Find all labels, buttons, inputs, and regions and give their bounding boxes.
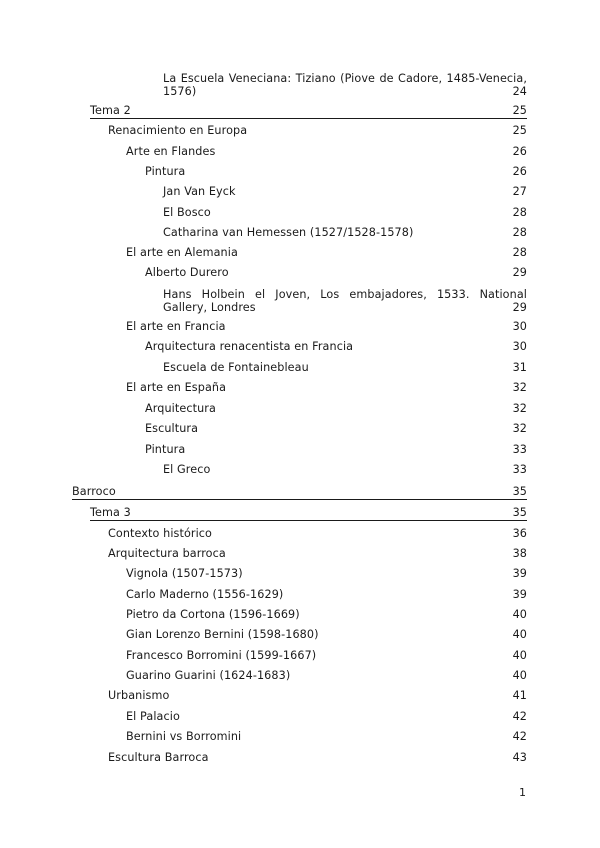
toc-entry-page: 35 <box>512 485 527 498</box>
toc-entry-page: 36 <box>512 527 527 540</box>
toc-entry[interactable] <box>163 226 527 239</box>
toc-entry[interactable] <box>126 145 527 158</box>
toc-entry[interactable] <box>126 649 527 662</box>
toc-entry[interactable] <box>90 506 527 521</box>
toc-entry-label: Arte en Flandes <box>126 145 216 158</box>
toc-entry-label: El Bosco <box>163 206 211 219</box>
toc-entry-page: 33 <box>512 463 527 476</box>
toc-entry-page: 32 <box>512 381 527 394</box>
toc-entry-label: Arquitectura <box>145 402 216 415</box>
toc-entry[interactable] <box>126 608 527 621</box>
toc-entry-label: Arquitectura renacentista en Francia <box>145 340 354 353</box>
toc-entry-label: Barroco <box>72 485 116 498</box>
toc-entry[interactable] <box>108 527 527 540</box>
toc-entry-page: 39 <box>512 588 527 601</box>
toc-entry[interactable] <box>126 320 527 333</box>
toc-entry-label: Catharina van Hemessen (1527/1528-1578) <box>163 226 414 239</box>
toc-entry-page: 28 <box>512 226 527 239</box>
toc-entry-page: 40 <box>512 669 527 682</box>
toc-entry-label: Renacimiento en Europa <box>108 124 248 137</box>
toc-entry-page: 25 <box>512 124 527 137</box>
toc-entry-label: El arte en Francia <box>126 320 226 333</box>
toc-entry-page: 42 <box>512 730 527 743</box>
toc-entry-label: Alberto Durero <box>145 266 229 279</box>
toc-entry[interactable] <box>126 710 527 723</box>
toc-entry-label: Guarino Guarini (1624-1683) <box>126 669 291 682</box>
toc-entry-page: 35 <box>512 506 527 519</box>
toc-entry-label: El arte en Alemania <box>126 246 238 259</box>
toc-entry[interactable] <box>90 104 527 119</box>
toc-entry-page: 28 <box>512 246 527 259</box>
toc-entry-label: Escultura <box>145 422 199 435</box>
toc-entry-page: 42 <box>512 710 527 723</box>
toc-entry-page: 40 <box>512 608 527 621</box>
toc-entry[interactable] <box>126 730 527 743</box>
toc-entry-page: 39 <box>512 567 527 580</box>
toc-entry[interactable] <box>145 402 527 415</box>
toc-entry-page: 26 <box>512 165 527 178</box>
toc-entry[interactable] <box>145 165 527 178</box>
toc-entry-label: El Palacio <box>126 710 180 723</box>
toc-entry-label: Bernini vs Borromini <box>126 730 242 743</box>
toc-entry-page: 25 <box>512 104 527 117</box>
toc-entry-label: Tema 3 <box>90 506 131 519</box>
toc-entry-page: 29 <box>512 266 527 279</box>
toc-entry[interactable] <box>163 361 527 374</box>
toc-entry-label: Tema 2 <box>90 104 131 117</box>
toc-entry-label: Gian Lorenzo Bernini (1598-1680) <box>126 628 319 641</box>
toc-entry-page: 40 <box>512 628 527 641</box>
toc-entry-page: 28 <box>512 206 527 219</box>
toc-entry-label: Urbanismo <box>108 689 170 702</box>
toc-entry-page: 32 <box>512 402 527 415</box>
toc-entry[interactable] <box>163 72 527 98</box>
toc-entry-page: 43 <box>512 751 527 764</box>
toc-entry-page: 27 <box>512 185 527 198</box>
toc-entry-page: 41 <box>512 689 527 702</box>
toc-entry-page: 32 <box>512 422 527 435</box>
toc-entry[interactable] <box>108 689 527 702</box>
toc-entry[interactable] <box>126 567 527 580</box>
toc-entry[interactable] <box>72 485 527 500</box>
toc-entry[interactable] <box>145 422 527 435</box>
toc-entry-label: Contexto histórico <box>108 527 212 540</box>
toc-entry[interactable] <box>108 124 527 137</box>
toc-entry-label: El arte en España <box>126 381 227 394</box>
toc-entry-label: Escultura Barroca <box>108 751 209 764</box>
toc-entry-page: 30 <box>512 340 527 353</box>
toc-entry[interactable] <box>145 340 527 353</box>
toc-entry-label: Hans Holbein el Joven, Los embajadores, 1533. National Gallery, Londres <box>163 288 527 314</box>
toc-entry[interactable] <box>126 381 527 394</box>
toc-entry[interactable] <box>163 288 527 314</box>
toc-entry[interactable] <box>163 206 527 219</box>
toc-entry[interactable] <box>126 669 527 682</box>
toc-entry[interactable] <box>108 547 527 560</box>
toc-entry-page: 24 <box>512 85 527 98</box>
toc-entry-label: Vignola (1507-1573) <box>126 567 243 580</box>
toc-entry[interactable] <box>145 443 527 456</box>
toc-entry-page: 40 <box>512 649 527 662</box>
toc-entry-label: Pintura <box>145 165 186 178</box>
toc-entry-label: El Greco <box>163 463 211 476</box>
toc-entry-label: Escuela de Fontainebleau <box>163 361 309 374</box>
toc-entry-page: 29 <box>512 301 527 314</box>
toc-entry[interactable] <box>163 185 527 198</box>
toc-entry[interactable] <box>145 266 527 279</box>
toc-entry-page: 30 <box>512 320 527 333</box>
toc-entry-label: Pietro da Cortona (1596-1669) <box>126 608 300 621</box>
toc-entry-page: 26 <box>512 145 527 158</box>
toc-entry-label: Jan Van Eyck <box>163 185 236 198</box>
toc-entry-page: 31 <box>512 361 527 374</box>
toc-entry-label: Francesco Borromini (1599-1667) <box>126 649 317 662</box>
toc-entry[interactable] <box>126 588 527 601</box>
toc-entry[interactable] <box>163 463 527 476</box>
page-number: 1 <box>519 786 526 799</box>
toc-entry-label: Pintura <box>145 443 186 456</box>
toc-entry-page: 33 <box>512 443 527 456</box>
toc-entry-label: Carlo Maderno (1556-1629) <box>126 588 284 601</box>
toc-entry[interactable] <box>108 751 527 764</box>
toc-entry-label: La Escuela Veneciana: Tiziano (Piove de Cadore, 1485-Venecia, 1576) <box>163 72 527 98</box>
toc-entry[interactable] <box>126 628 527 641</box>
toc-entry-label: Arquitectura barroca <box>108 547 226 560</box>
toc-entry-page: 38 <box>512 547 527 560</box>
toc-entry[interactable] <box>126 246 527 259</box>
